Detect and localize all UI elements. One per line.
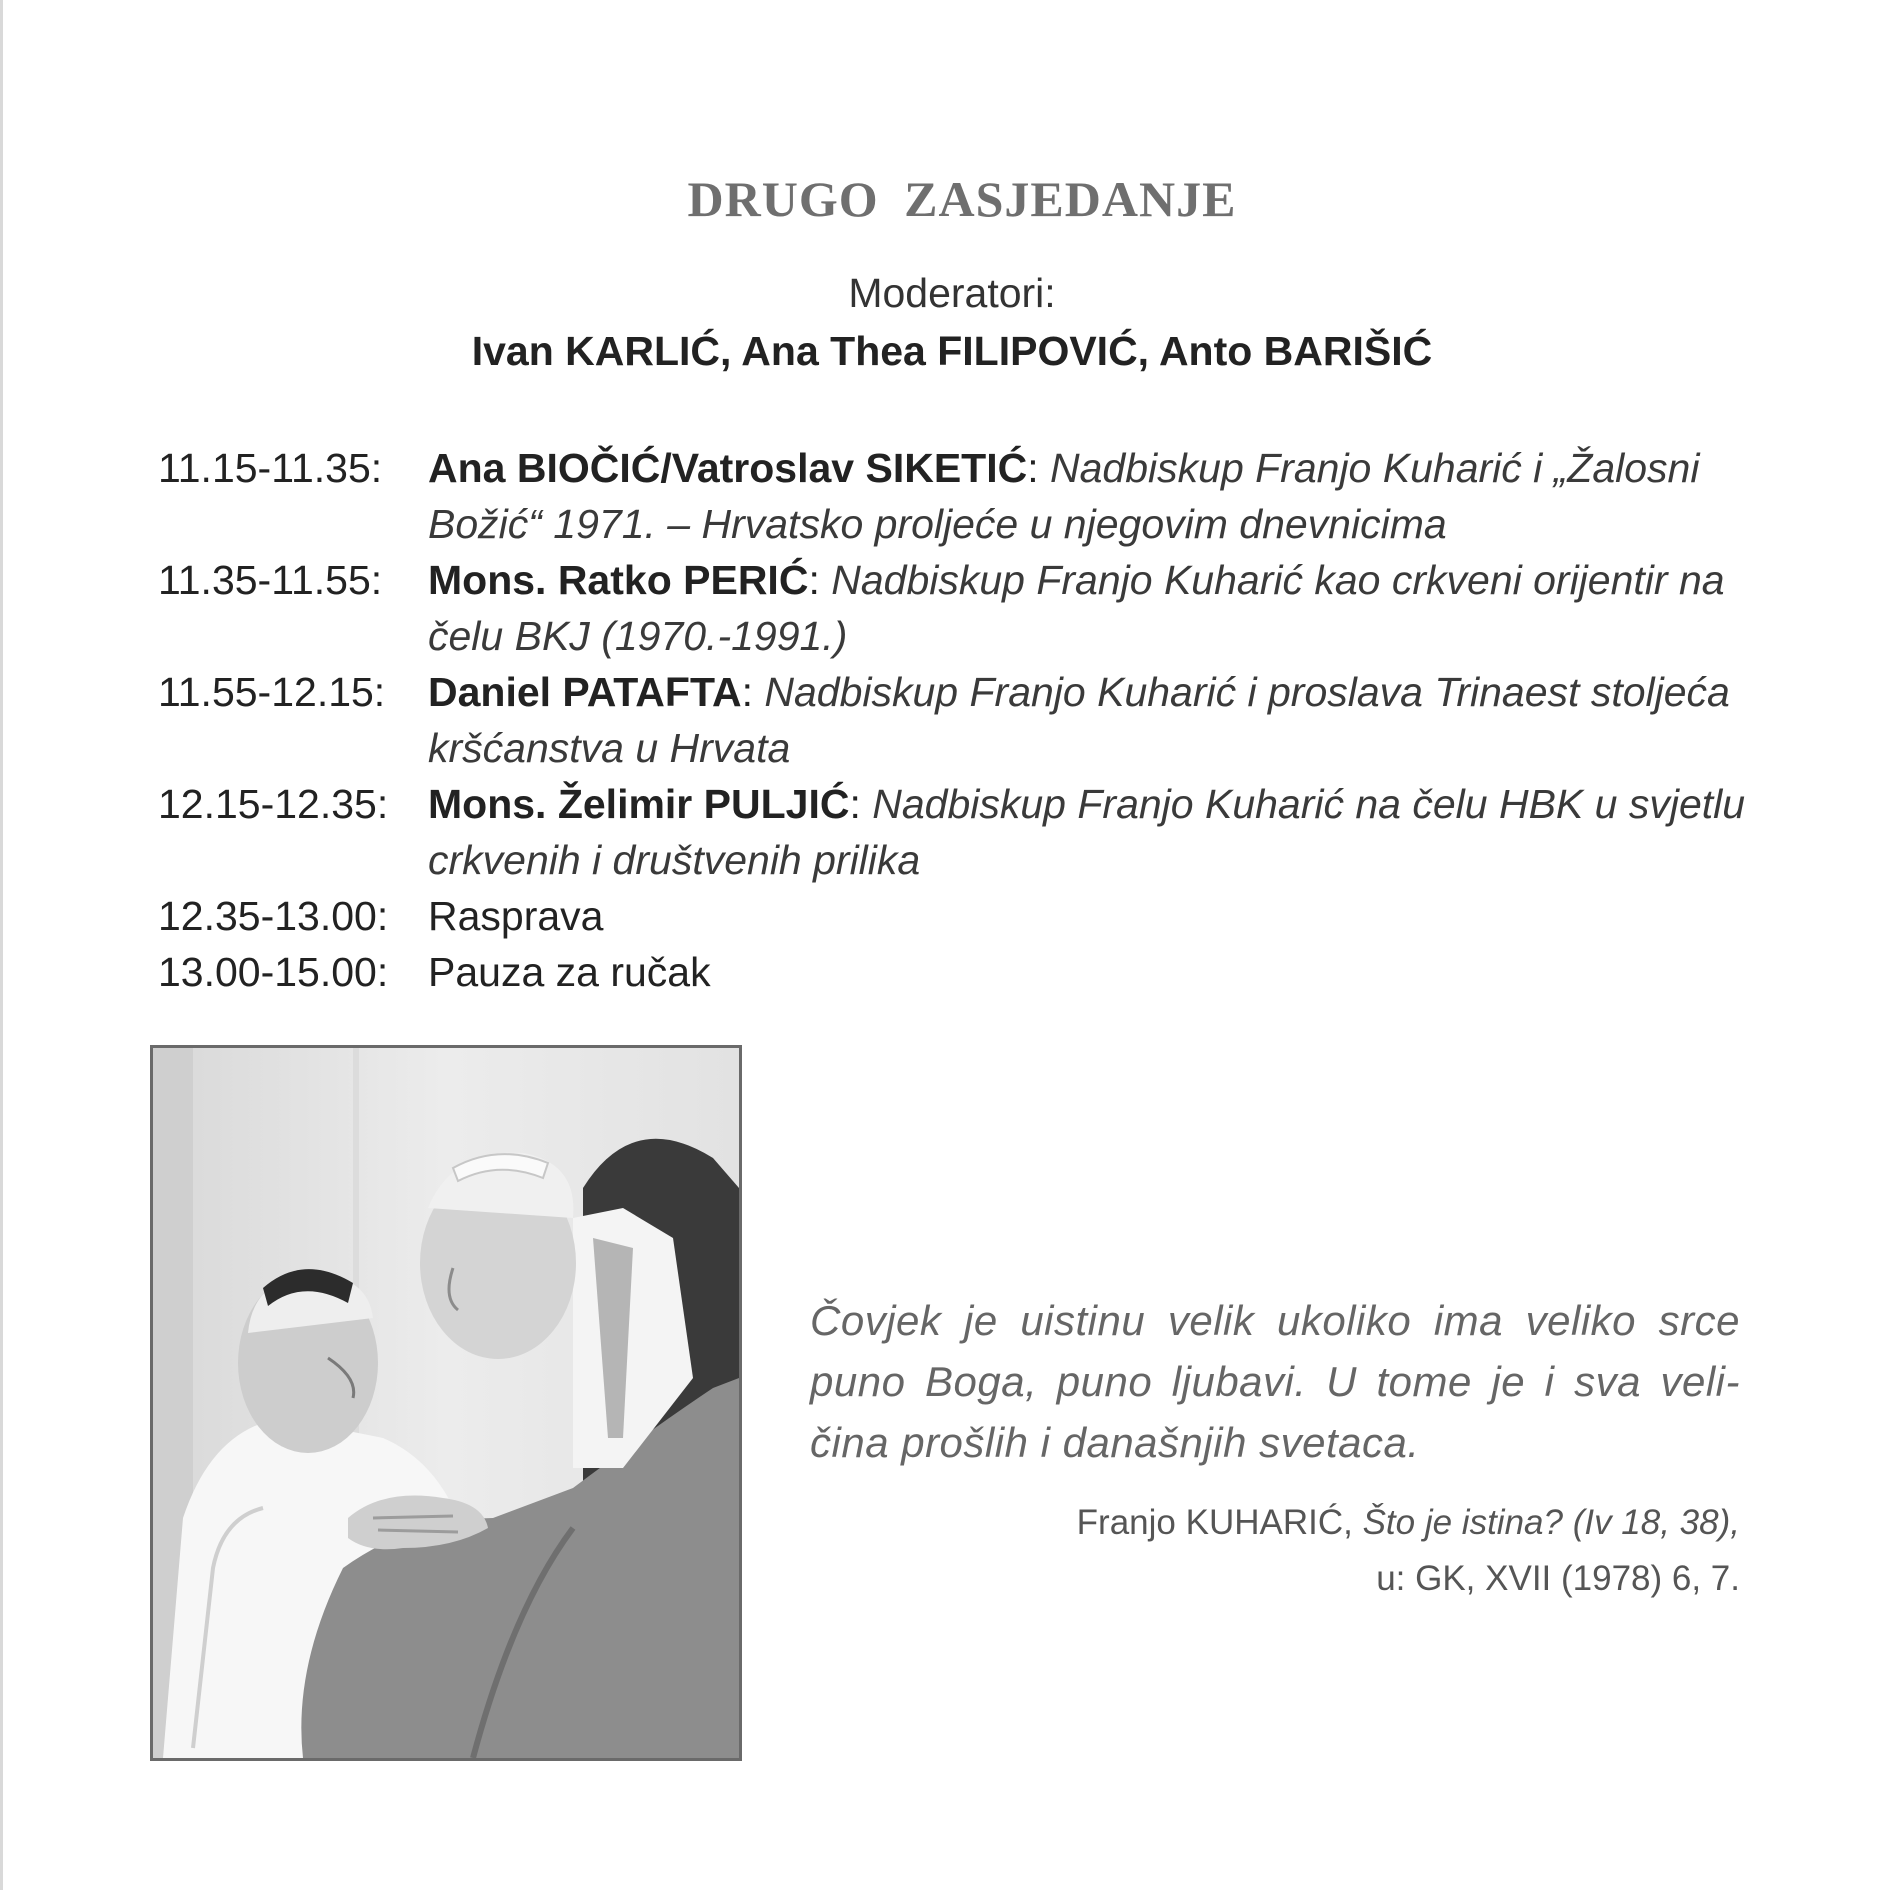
photograph bbox=[150, 1045, 742, 1761]
program-entry: Pauza za ručak bbox=[428, 949, 711, 995]
quote-text: Čovjek je uistinu velik ukoliko ima veliko srce puno Boga, puno ljubavi. U tome je i sva veli- čina prošlih i današnjih svetaca. bbox=[810, 1297, 1740, 1466]
moderators-names: Ivan KARLIĆ, Ana Thea FILIPOVIĆ, Anto BARIŠIĆ bbox=[471, 328, 1433, 374]
citation-work: Što je istina? (Iv 18, 38), bbox=[1362, 1503, 1740, 1542]
program-entry: Rasprava bbox=[428, 893, 604, 939]
moderators-label: Moderatori: bbox=[848, 270, 1056, 316]
program-separator: : bbox=[808, 557, 832, 603]
photograph-illustration bbox=[153, 1048, 739, 1758]
program-row bbox=[158, 888, 1798, 944]
program-talk: Nadbiskup Franjo Kuharić kao crkveni orijentir na čelu BKJ (1970.-1991.) bbox=[428, 557, 1725, 659]
citation-author: Franjo KUHARIĆ, bbox=[1076, 1503, 1363, 1542]
program-talk: Nadbiskup Franjo Kuharić i „Žalosni Božić“ 1971. – Hrvatsko proljeće u njegovim dnevnicima bbox=[428, 445, 1700, 547]
program-speaker: Mons. Ratko PERIĆ bbox=[428, 557, 809, 603]
program-row bbox=[158, 552, 1798, 664]
program-separator: : bbox=[741, 669, 765, 715]
program-entry bbox=[428, 664, 1798, 776]
program-entry bbox=[428, 552, 1798, 664]
program-talk: Nadbiskup Franjo Kuharić i proslava Trinaest stoljeća kršćanstva u Hrvata bbox=[428, 669, 1730, 771]
program-row bbox=[158, 664, 1798, 776]
citation-line bbox=[900, 1495, 1740, 1551]
program-time: 12.15-12.35: bbox=[158, 781, 389, 827]
program-row bbox=[158, 776, 1798, 888]
program-entry bbox=[428, 776, 1798, 888]
citation-source: u: GK, XVII (1978) 6, 7. bbox=[1376, 1559, 1740, 1598]
program-entry bbox=[428, 440, 1798, 552]
program-time: 11.55-12.15: bbox=[158, 669, 386, 715]
program-time: 11.35-11.55: bbox=[158, 557, 383, 603]
program-separator: : bbox=[1027, 445, 1051, 491]
program-speaker: Mons. Želimir PULJIĆ bbox=[428, 781, 850, 827]
program-time: 11.15-11.35: bbox=[158, 445, 383, 491]
program-talk: Nadbiskup Franjo Kuharić na čelu HBK u svjetlu crkvenih i društvenih prilika bbox=[428, 781, 1746, 883]
quote-citation bbox=[900, 1495, 1740, 1607]
program-speaker: Ana BIOČIĆ/Vatroslav SIKETIĆ bbox=[428, 445, 1028, 491]
program-list bbox=[158, 440, 1798, 1000]
program-row bbox=[158, 944, 1798, 1000]
program-time: 12.35-13.00: bbox=[158, 893, 389, 939]
program-time: 13.00-15.00: bbox=[158, 949, 389, 995]
session-title: DRUGO ZASJEDANJE bbox=[687, 171, 1237, 227]
program-speaker: Daniel PATAFTA bbox=[428, 669, 742, 715]
program-row bbox=[158, 440, 1798, 552]
program-separator: : bbox=[849, 781, 873, 827]
